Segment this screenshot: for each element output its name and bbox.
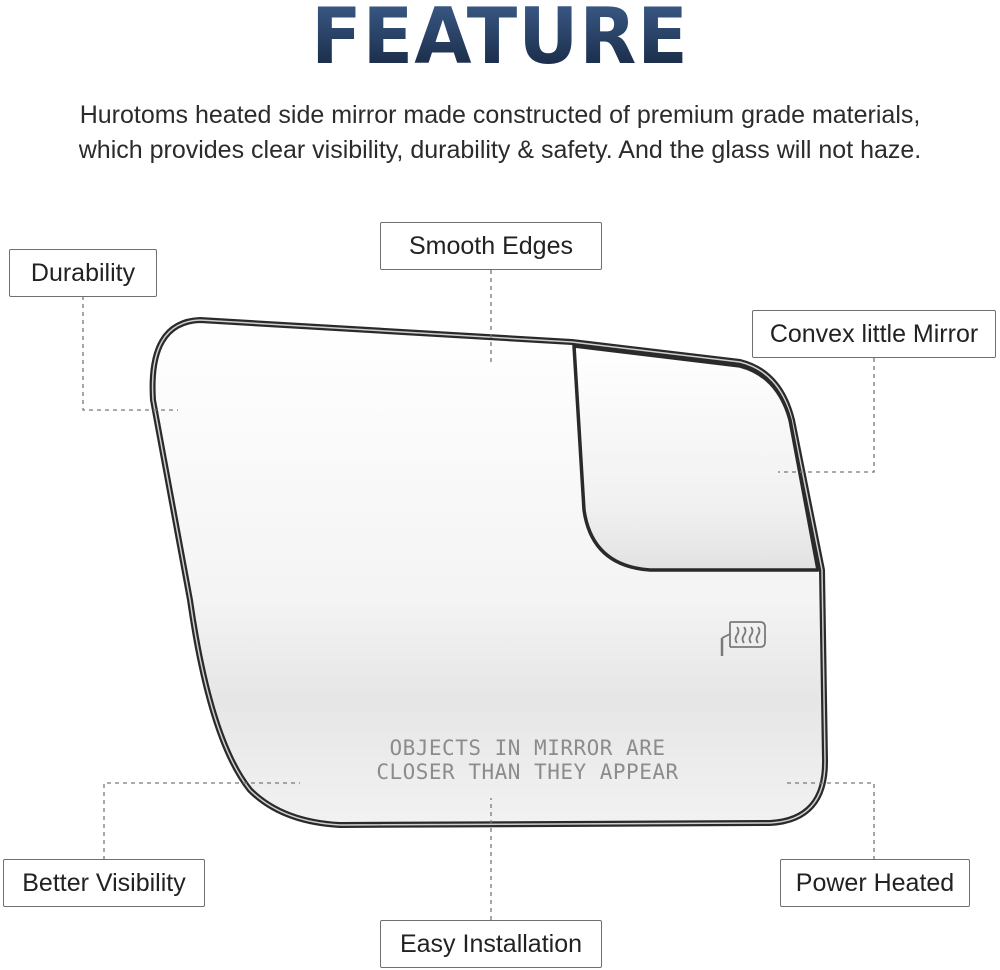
mirror-warning-text: [330, 736, 725, 784]
label-convex-mirror: Convex little Mirror: [752, 310, 996, 358]
label-better-visibility: Better Visibility: [3, 859, 205, 907]
description-line-2: which provides clear visibility, durability & safety. And the glass will not haze.: [78, 136, 922, 164]
convex-mirror: [574, 346, 818, 570]
label-power-heated: Power Heated: [780, 859, 970, 907]
label-smooth-edges: Smooth Edges: [380, 222, 602, 270]
description-line-1: Hurotoms heated side mirror made constructed of premium grade materials,: [79, 101, 921, 129]
warning-line-2: CLOSER THAN THEY APPEAR: [376, 760, 679, 784]
label-durability: Durability: [9, 249, 157, 297]
warning-line-1: OBJECTS IN MIRROR ARE: [389, 736, 666, 760]
label-easy-installation: Easy Installation: [380, 920, 602, 968]
page-title: FEATURE: [0, 0, 1000, 80]
